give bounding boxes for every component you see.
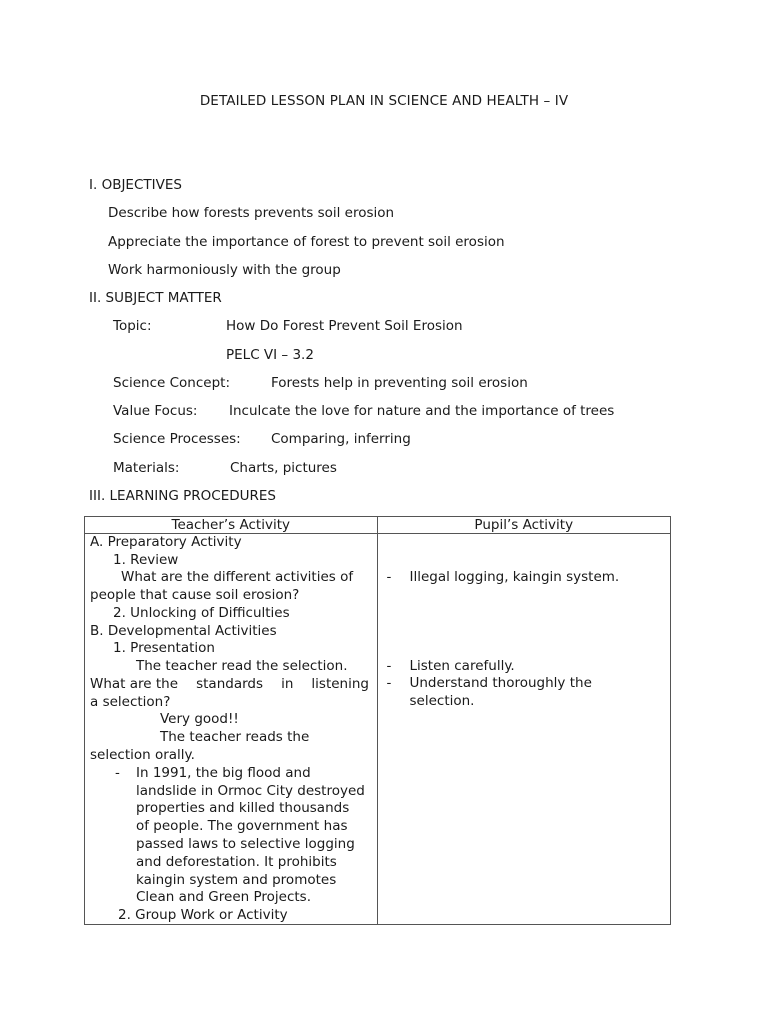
science-processes-label: Science Processes:: [113, 431, 241, 447]
unlocking-difficulties-step: 2. Unlocking of Difficulties: [113, 605, 290, 621]
selection-text-line: properties and killed thousands: [136, 800, 350, 816]
objectives-heading: I. OBJECTIVES: [89, 177, 182, 193]
pelc-code: PELC VI – 3.2: [226, 347, 314, 363]
objective-item: Work harmoniously with the group: [108, 262, 341, 278]
objective-item: Appreciate the importance of forest to prevent soil erosion: [108, 234, 505, 250]
developmental-activities: B. Developmental Activities: [90, 623, 277, 639]
topic-value: How Do Forest Prevent Soil Erosion: [226, 318, 463, 334]
review-step: 1. Review: [113, 552, 179, 568]
table-header-row: [85, 517, 671, 534]
standards-word: listening: [311, 676, 369, 692]
standards-question-cont: a selection?: [90, 694, 171, 710]
group-work-step: 2. Group Work or Activity: [118, 907, 288, 923]
selection-text-line: kaingin system and promotes: [136, 872, 337, 888]
standards-question: [90, 676, 369, 694]
selection-text-line: landslide in Ormoc City destroyed: [136, 783, 365, 799]
materials-label: Materials:: [113, 460, 180, 476]
materials-value: Charts, pictures: [230, 460, 337, 476]
teacher-reads-orally-cont: selection orally.: [90, 747, 195, 763]
bullet-dash: -: [386, 569, 392, 585]
pupil-response: Listen carefully.: [409, 658, 515, 674]
selection-text-line: and deforestation. It prohibits: [136, 854, 337, 870]
teacher-read-selection: The teacher read the selection.: [136, 658, 348, 674]
selection-text-line: In 1991, the big flood and: [136, 765, 311, 781]
topic-label: Topic:: [113, 318, 152, 334]
teacher-activity-cell: [85, 534, 378, 925]
selection-text-line: Clean and Green Projects.: [136, 889, 311, 905]
standards-word: standards: [196, 676, 264, 692]
pupil-response: Understand thoroughly the: [409, 675, 592, 691]
bullet-dash: -: [386, 675, 392, 691]
pupil-response: Illegal logging, kaingin system.: [409, 569, 620, 585]
bullet-dash: -: [115, 765, 120, 781]
selection-text-line: of people. The government has: [136, 818, 348, 834]
table-row: [85, 534, 671, 925]
review-question: What are the different activities of: [121, 569, 354, 585]
standards-word: in: [281, 676, 294, 692]
objective-item: Describe how forests prevents soil erosion: [108, 205, 395, 221]
very-good-text: Very good!!: [160, 711, 239, 727]
science-processes-value: Comparing, inferring: [271, 431, 411, 447]
pupil-activity-header: Pupil’s Activity: [377, 517, 671, 534]
activities-table: [84, 516, 671, 925]
selection-text-line: passed laws to selective logging: [136, 836, 355, 852]
subject-matter-heading: II. SUBJECT MATTER: [89, 290, 222, 306]
teacher-activity-header: Teacher’s Activity: [85, 517, 378, 534]
pupil-activity-cell: [377, 534, 671, 925]
preparatory-activity: A. Preparatory Activity: [90, 534, 242, 550]
bullet-dash: -: [386, 658, 392, 674]
presentation-step: 1. Presentation: [113, 640, 215, 656]
value-focus-label: Value Focus:: [113, 403, 198, 419]
learning-procedures-heading: III. LEARNING PROCEDURES: [89, 488, 276, 504]
teacher-reads-orally: The teacher reads the: [160, 729, 310, 745]
review-question-cont: people that cause soil erosion?: [90, 587, 300, 603]
science-concept-value: Forests help in preventing soil erosion: [271, 375, 528, 391]
value-focus-value: Inculcate the love for nature and the importance of trees: [229, 403, 615, 419]
science-concept-label: Science Concept:: [113, 375, 231, 391]
standards-word: What are the: [90, 676, 179, 692]
document-title: DETAILED LESSON PLAN IN SCIENCE AND HEALTH – IV: [199, 93, 569, 109]
pupil-response-cont: selection.: [409, 693, 475, 709]
